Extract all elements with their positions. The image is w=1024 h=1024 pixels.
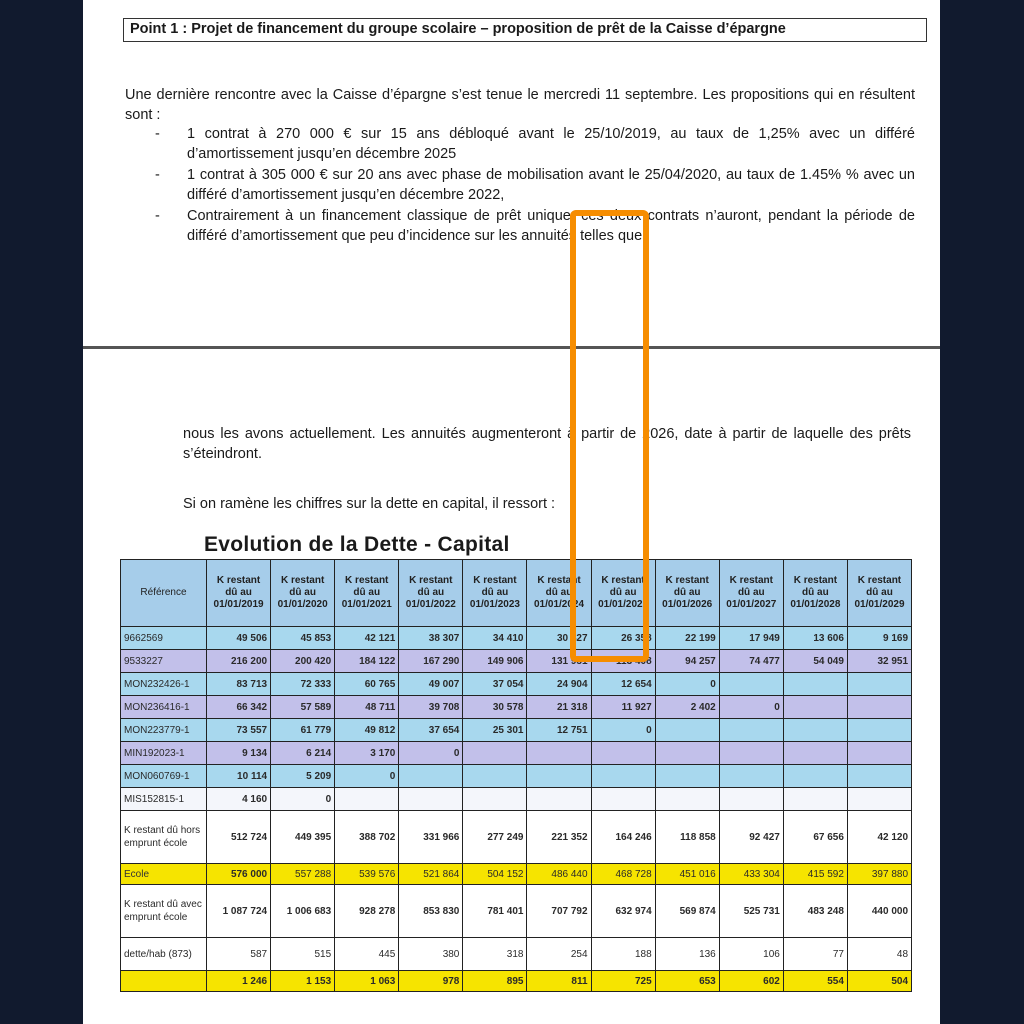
table-cell: 978 [399, 971, 463, 992]
table-cell: 504 152 [463, 864, 527, 885]
table-cell: 113 408 [591, 650, 655, 673]
table-cell: 57 589 [271, 696, 335, 719]
table-cell: 415 592 [783, 864, 847, 885]
table-cell: 451 016 [655, 864, 719, 885]
table-cell: 397 880 [847, 864, 911, 885]
table-cell: 0 [399, 742, 463, 765]
table-cell: 149 906 [463, 650, 527, 673]
row-label: dette/hab (873) [121, 938, 207, 971]
table-cell [591, 765, 655, 788]
summary-row-dette-hab [121, 938, 912, 971]
table-cell: 118 858 [655, 811, 719, 864]
table-cell: 525 731 [719, 885, 783, 938]
table-cell: 895 [463, 971, 527, 992]
row-reference: MON060769-1 [121, 765, 207, 788]
column-header-reference: Référence [121, 560, 207, 627]
table-cell: 67 656 [783, 811, 847, 864]
table-cell [783, 765, 847, 788]
table-cell [719, 719, 783, 742]
table-row [121, 650, 912, 673]
table-cell [847, 742, 911, 765]
table-cell: 1 153 [271, 971, 335, 992]
row-reference: MON223779-1 [121, 719, 207, 742]
proposal-list [125, 124, 915, 247]
table-cell: 10 114 [207, 765, 271, 788]
table-cell: 440 000 [847, 885, 911, 938]
table-cell: 853 830 [399, 885, 463, 938]
table-cell: 781 401 [463, 885, 527, 938]
table-cell: 1 246 [207, 971, 271, 992]
row-reference: 9533227 [121, 650, 207, 673]
table-cell: 11 927 [591, 696, 655, 719]
bullet-marker: - [155, 126, 160, 142]
table-cell: 2 402 [655, 696, 719, 719]
row-label: K restant dû hors emprunt école [121, 811, 207, 864]
table-cell: 184 122 [335, 650, 399, 673]
table-cell [847, 788, 911, 811]
row-label: K restant dû avec emprunt école [121, 885, 207, 938]
table-cell: 0 [719, 696, 783, 719]
document-page-2 [83, 349, 940, 1024]
table-cell [527, 788, 591, 811]
table-cell [399, 765, 463, 788]
table-cell [847, 719, 911, 742]
table-cell: 39 708 [399, 696, 463, 719]
table-cell: 49 007 [399, 673, 463, 696]
table-cell: 6 214 [271, 742, 335, 765]
table-cell: 576 000 [207, 864, 271, 885]
table-cell: 569 874 [655, 885, 719, 938]
table-cell [847, 765, 911, 788]
list-item: - 1 contrat à 305 000 € sur 20 ans avec phase de mobilisation avant le 25/04/2020, au taux de 1.45% % avec un différé d’amortissement jusqu’en décembre 2022, [155, 167, 915, 203]
table-cell [399, 788, 463, 811]
table-cell: 3 170 [335, 742, 399, 765]
document-page-1 [83, 0, 940, 347]
table-cell: 66 342 [207, 696, 271, 719]
table-cell: 73 557 [207, 719, 271, 742]
list-item: - Contrairement à un financement classique de prêt unique, ces deux contrats n’auront, pendant la période de différé d’amortissement que peu d’incidence sur les annuités telles que [155, 208, 915, 244]
table-cell: 380 [399, 938, 463, 971]
table-cell: 504 [847, 971, 911, 992]
column-header: K restant dû au 01/01/2020 [271, 560, 335, 627]
intro-paragraph: Une dernière rencontre avec la Caisse d’épargne s’est tenue le mercredi 11 septembre. Les propositions qui en résultent sont : [125, 87, 915, 123]
table-cell: 9 134 [207, 742, 271, 765]
table-row [121, 673, 912, 696]
table-cell [847, 673, 911, 696]
column-header: K restant dû au 01/01/2028 [783, 560, 847, 627]
table-cell: 30 427 [527, 627, 591, 650]
table-cell: 34 410 [463, 627, 527, 650]
table-cell: 0 [335, 765, 399, 788]
table-cell: 167 290 [399, 650, 463, 673]
table-cell: 433 304 [719, 864, 783, 885]
continuation-paragraph: nous les avons actuellement. Les annuités augmenteront à partir de 2026, date à partir de laquelle des prêts s’éteindront. [183, 426, 911, 462]
column-header: K restant dû au 01/01/2023 [463, 560, 527, 627]
table-cell: 26 358 [591, 627, 655, 650]
table-cell [847, 696, 911, 719]
bullet-marker: - [155, 167, 160, 183]
table-cell: 60 765 [335, 673, 399, 696]
table-cell [783, 673, 847, 696]
table-row [121, 742, 912, 765]
summary-row-ecole [121, 864, 912, 885]
row-reference: MON236416-1 [121, 696, 207, 719]
table-cell: 48 711 [335, 696, 399, 719]
table-cell: 22 199 [655, 627, 719, 650]
column-header: K restant dû au 01/01/2022 [399, 560, 463, 627]
table-cell: 4 160 [207, 788, 271, 811]
table-cell: 72 333 [271, 673, 335, 696]
table-cell: 38 307 [399, 627, 463, 650]
column-header: K restant dû au 01/01/2027 [719, 560, 783, 627]
table-cell: 0 [655, 673, 719, 696]
table-cell: 94 257 [655, 650, 719, 673]
list-item: - 1 contrat à 270 000 € sur 15 ans débloqué avant le 25/10/2019, au taux de 1,25% avec un différé d’amortissement jusqu’en décembre 2025 [155, 126, 915, 162]
table-cell: 725 [591, 971, 655, 992]
table-cell: 200 420 [271, 650, 335, 673]
table-cell: 653 [655, 971, 719, 992]
table-cell: 557 288 [271, 864, 335, 885]
table-cell: 106 [719, 938, 783, 971]
row-reference: MIS152815-1 [121, 788, 207, 811]
table-cell [655, 742, 719, 765]
table-cell: 468 728 [591, 864, 655, 885]
table-cell [719, 673, 783, 696]
table-cell [719, 765, 783, 788]
table-cell: 0 [271, 788, 335, 811]
table-cell: 32 951 [847, 650, 911, 673]
table-cell: 37 054 [463, 673, 527, 696]
row-reference: MON232426-1 [121, 673, 207, 696]
table-cell: 331 966 [399, 811, 463, 864]
table-cell: 602 [719, 971, 783, 992]
table-row [121, 788, 912, 811]
table-cell [591, 742, 655, 765]
table-cell [463, 742, 527, 765]
table-cell: 707 792 [527, 885, 591, 938]
table-cell: 136 [655, 938, 719, 971]
table-cell: 521 864 [399, 864, 463, 885]
table-cell: 12 751 [527, 719, 591, 742]
table-cell [719, 742, 783, 765]
table-cell [783, 742, 847, 765]
table-cell: 21 318 [527, 696, 591, 719]
table-cell: 318 [463, 938, 527, 971]
table-cell: 216 200 [207, 650, 271, 673]
table-cell: 24 904 [527, 673, 591, 696]
summary-row-hors-ecole [121, 811, 912, 864]
column-header: K restant dû au 01/01/2021 [335, 560, 399, 627]
table-header-row [121, 560, 912, 627]
row-label: Ecole [121, 864, 207, 885]
table-cell [783, 719, 847, 742]
table-cell: 277 249 [463, 811, 527, 864]
table-cell: 131 951 [527, 650, 591, 673]
table-cell [655, 765, 719, 788]
table-cell: 92 427 [719, 811, 783, 864]
column-header: K restant dû au 01/01/2025 [591, 560, 655, 627]
table-cell: 49 812 [335, 719, 399, 742]
table-cell: 37 654 [399, 719, 463, 742]
table-cell: 17 949 [719, 627, 783, 650]
table-cell [719, 788, 783, 811]
table-cell [335, 788, 399, 811]
table-cell: 77 [783, 938, 847, 971]
row-reference: MIN192023-1 [121, 742, 207, 765]
table-cell: 587 [207, 938, 271, 971]
table-title: Evolution de la Dette - Capital [204, 533, 510, 556]
table-cell: 188 [591, 938, 655, 971]
table-cell: 254 [527, 938, 591, 971]
column-header: K restant dû au 01/01/2026 [655, 560, 719, 627]
table-cell: 49 506 [207, 627, 271, 650]
table-cell: 1 006 683 [271, 885, 335, 938]
debt-table [120, 559, 912, 992]
table-cell [527, 765, 591, 788]
table-cell [655, 788, 719, 811]
point-title-box: Point 1 : Projet de financement du groupe scolaire – proposition de prêt de la Caisse d’épargne [123, 18, 927, 42]
table-cell: 9 169 [847, 627, 911, 650]
table-cell: 539 576 [335, 864, 399, 885]
table-row [121, 765, 912, 788]
column-header: K restant dû au 01/01/2029 [847, 560, 911, 627]
table-cell: 515 [271, 938, 335, 971]
table-cell: 54 049 [783, 650, 847, 673]
bullet-marker: - [155, 208, 160, 224]
table-cell: 928 278 [335, 885, 399, 938]
table-cell: 25 301 [463, 719, 527, 742]
table-cell: 632 974 [591, 885, 655, 938]
table-cell: 42 120 [847, 811, 911, 864]
row-label [121, 971, 207, 992]
table-cell: 45 853 [271, 627, 335, 650]
table-cell: 445 [335, 938, 399, 971]
lead-in-paragraph: Si on ramène les chiffres sur la dette en capital, il ressort : [183, 496, 556, 512]
table-cell: 48 [847, 938, 911, 971]
table-cell [783, 788, 847, 811]
table-cell: 42 121 [335, 627, 399, 650]
table-cell: 164 246 [591, 811, 655, 864]
summary-row-avec-ecole [121, 885, 912, 938]
table-cell: 30 578 [463, 696, 527, 719]
table-cell [463, 765, 527, 788]
table-cell: 449 395 [271, 811, 335, 864]
table-cell: 12 654 [591, 673, 655, 696]
table-cell [591, 788, 655, 811]
table-cell: 512 724 [207, 811, 271, 864]
column-header: K restant dû au 01/01/2019 [207, 560, 271, 627]
table-cell [655, 719, 719, 742]
table-cell: 1 063 [335, 971, 399, 992]
table-cell [527, 742, 591, 765]
table-cell: 388 702 [335, 811, 399, 864]
table-cell: 0 [591, 719, 655, 742]
table-cell: 13 606 [783, 627, 847, 650]
column-header: K restant dû au 01/01/2024 [527, 560, 591, 627]
table-cell: 61 779 [271, 719, 335, 742]
table-row [121, 696, 912, 719]
table-cell: 486 440 [527, 864, 591, 885]
table-row [121, 719, 912, 742]
table-cell: 74 477 [719, 650, 783, 673]
table-cell: 554 [783, 971, 847, 992]
table-cell: 221 352 [527, 811, 591, 864]
table-row [121, 627, 912, 650]
row-reference: 9662569 [121, 627, 207, 650]
summary-row-dette-hab-ecole [121, 971, 912, 992]
table-cell [463, 788, 527, 811]
table-cell: 5 209 [271, 765, 335, 788]
table-cell: 483 248 [783, 885, 847, 938]
table-cell: 1 087 724 [207, 885, 271, 938]
table-cell [783, 696, 847, 719]
table-cell: 83 713 [207, 673, 271, 696]
table-cell: 811 [527, 971, 591, 992]
